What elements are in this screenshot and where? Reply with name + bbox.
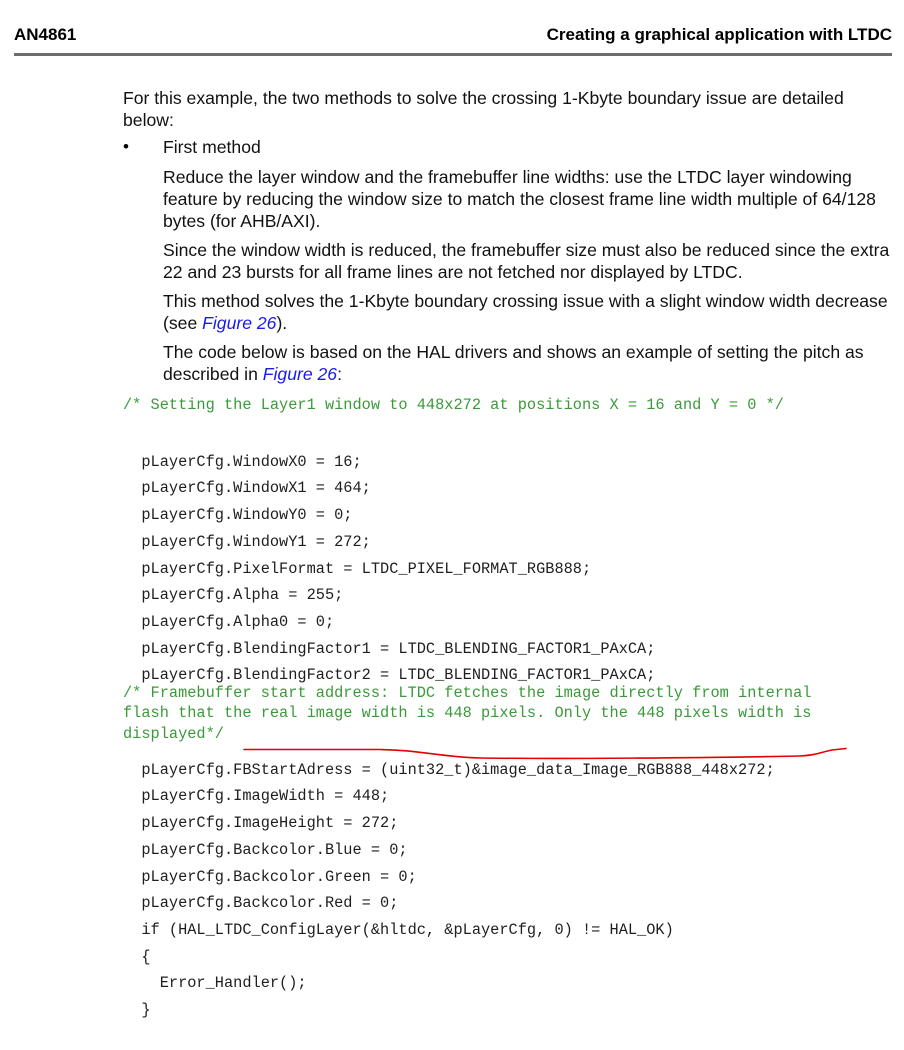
code-line-fbstartaddress: pLayerCfg.FBStartAdress = (uint32_t)&image_data_Image_RGB888_448x272;	[123, 760, 775, 779]
intro-paragraph	[123, 87, 893, 131]
code-line: {	[123, 947, 151, 966]
code-line: pLayerCfg.ImageWidth = 448;	[123, 787, 390, 806]
code-line: pLayerCfg.Alpha0 = 0;	[123, 612, 335, 631]
paragraph-3-tail: ).	[276, 313, 288, 333]
page-header	[14, 22, 892, 54]
paragraph-4-text	[163, 341, 893, 385]
paragraph-framebuffer-size	[163, 239, 893, 283]
paragraph-3-text	[163, 290, 893, 334]
figure-26-link[interactable]: Figure 26	[202, 313, 277, 333]
section-title: Creating a graphical application with LTDC	[546, 25, 892, 44]
code-line: if (HAL_LTDC_ConfigLayer(&hltdc, &pLayerCfg, 0) != HAL_OK)	[123, 920, 674, 939]
code-line: pLayerCfg.WindowY0 = 0;	[123, 506, 353, 525]
code-comment-layer-window: /* Setting the Layer1 window to 448x272 at positions X = 16 and Y = 0 */	[123, 396, 784, 414]
code-line: pLayerCfg.WindowX0 = 16;	[123, 452, 362, 471]
document-id: AN4861	[14, 25, 77, 44]
paragraph-1-text: Reduce the layer window and the framebuffer line widths: use the LTDC layer windowing feature by reducing the window size to match the closest frame line width multiple of 64/128 bytes (for AHB/AXI).	[163, 167, 876, 231]
code-line: pLayerCfg.WindowX1 = 464;	[123, 479, 371, 498]
code-comment-line: flash that the real image width is 448 pixels. Only the 448 pixels width is	[123, 704, 812, 722]
code-line: pLayerCfg.Alpha = 255;	[123, 586, 344, 605]
paragraph-3-lead: This method solves the 1-Kbyte boundary crossing issue with a slight window width decrease (see	[163, 291, 888, 333]
bullet-icon: •	[123, 137, 129, 156]
bullet-title	[163, 136, 893, 158]
code-line: pLayerCfg.BlendingFactor2 = LTDC_BLENDING_FACTOR1_PAxCA;	[123, 666, 656, 685]
code-line: pLayerCfg.BlendingFactor1 = LTDC_BLENDING_FACTOR1_PAxCA;	[123, 639, 656, 658]
code-line: pLayerCfg.Backcolor.Blue = 0;	[123, 840, 408, 859]
paragraph-code-intro	[163, 341, 893, 385]
code-line: pLayerCfg.ImageHeight = 272;	[123, 814, 399, 833]
code-line: pLayerCfg.Backcolor.Red = 0;	[123, 894, 399, 913]
intro-text: For this example, the two methods to solve the crossing 1-Kbyte boundary issue are detailed below:	[123, 88, 844, 130]
code-line: pLayerCfg.Backcolor.Green = 0;	[123, 867, 417, 886]
paragraph-method-solves	[163, 290, 893, 334]
paragraph-4-lead: The code below is based on the HAL drivers and shows an example of setting the pitch as described in	[163, 342, 864, 384]
code-comment-line: /* Framebuffer start address: LTDC fetches the image directly from internal	[123, 683, 812, 702]
paragraph-2-text: Since the window width is reduced, the framebuffer size must also be reduced since the extra 22 and 23 bursts for all frame lines are not fetched nor displayed by LTDC.	[163, 240, 890, 282]
code-line: Error_Handler();	[123, 974, 307, 993]
figure-26-link-2[interactable]: Figure 26	[262, 364, 338, 384]
bullet-title-text: First method	[163, 137, 261, 157]
code-line: pLayerCfg.PixelFormat = LTDC_PIXEL_FORMAT_RGB888;	[123, 559, 592, 578]
code-line: pLayerCfg.WindowY1 = 272;	[123, 532, 371, 551]
code-block-framebuffer-config	[123, 730, 775, 1050]
code-comment-line: displayed*/	[123, 724, 224, 743]
paragraph-reduce-window	[163, 166, 893, 232]
header-divider	[14, 53, 892, 56]
paragraph-4-tail: :	[337, 364, 342, 384]
code-line: }	[123, 1001, 151, 1020]
